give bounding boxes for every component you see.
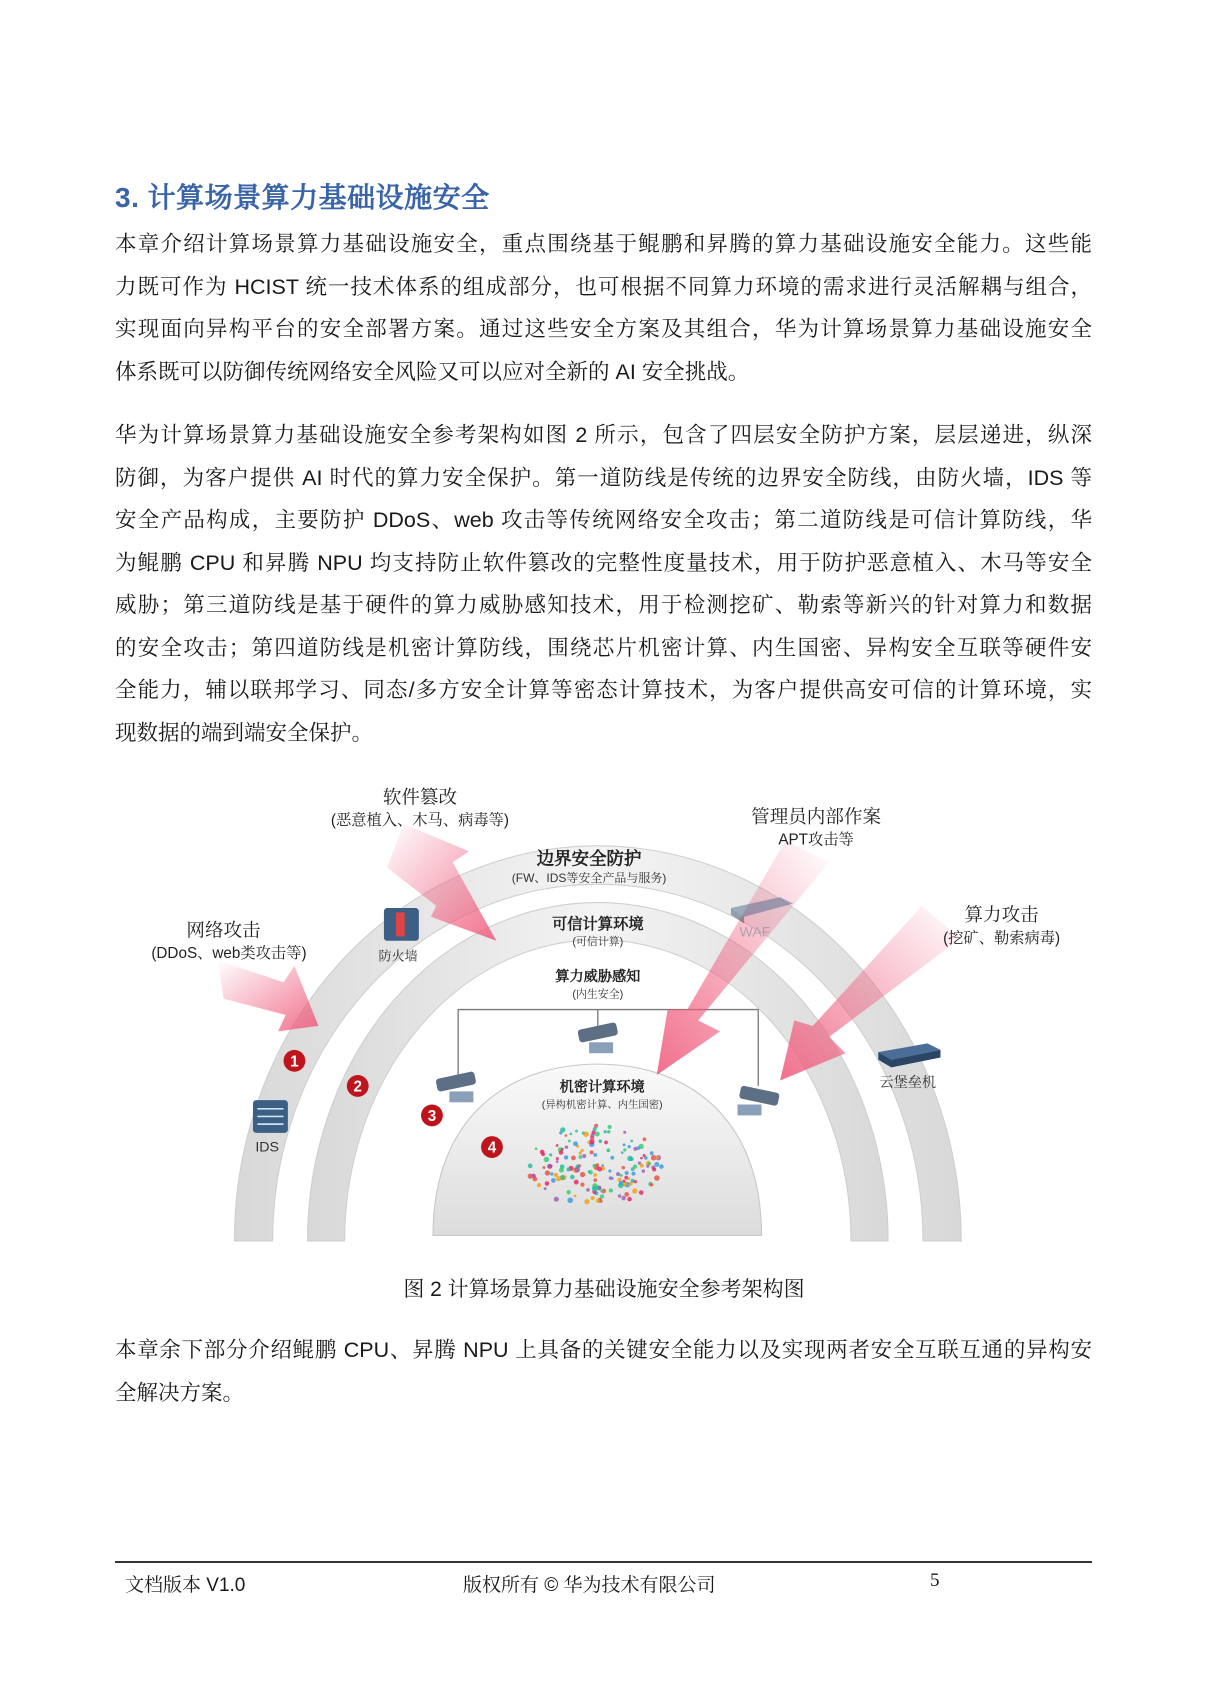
brain-node [604,1130,607,1133]
marker-4 [481,1136,503,1158]
text-line: 体系既可以防御传统网络安全风险又可以应对全新的 AI 安全挑战。 [115,359,750,384]
brain-node [573,1141,578,1146]
brain-node [620,1174,623,1177]
brain-node [586,1188,590,1192]
brain-node [556,1176,561,1181]
text-line: 安全产品构成，主要防护 DDoS、web 攻击等传统网络安全攻击；第二道防线是可信计算防线，华 [115,508,1092,532]
brain-node [537,1183,541,1187]
confidential-layer-sub: (异构机密计算、内生国密) [541,1099,663,1111]
software-attack-title: 软件篡改 [382,786,458,808]
brain-node [597,1167,602,1172]
brain-node [607,1130,610,1133]
brain-node [570,1175,575,1180]
brain-node [609,1176,613,1180]
footer-copyright: 版权所有 © 华为技术有限公司 [463,1575,716,1596]
brain-node [627,1156,632,1161]
brain-node [643,1154,646,1157]
brain-node [632,1188,637,1193]
brain-node [607,1125,611,1129]
trusted-layer-sub: (可信计算) [572,936,624,949]
brain-node [618,1194,622,1198]
brain-node [590,1150,594,1154]
brain-node [593,1178,597,1182]
network-attack-title: 网络攻击 [186,919,261,941]
brain-node [608,1169,611,1172]
brain-node [654,1162,659,1167]
brain-node [654,1175,660,1181]
svg-text:4: 4 [487,1139,497,1157]
intro-paragraph [115,223,1092,393]
brain-node [600,1190,603,1193]
brain-node [545,1170,550,1175]
brain-node [592,1186,597,1191]
border-layer-sub: (FW、IDS等安全产品与服务) [511,870,667,885]
brain-node [580,1183,584,1187]
waf-label: WAF [739,924,771,941]
brain-node [584,1199,589,1204]
brain-node [619,1181,623,1185]
brain-node [621,1151,624,1154]
page-number: 5 [930,1570,940,1591]
text-line: 本章余下部分介绍鲲鹏 CPU、昇腾 NPU 上具备的关键安全能力以及实现两者安全互联互通的异构安 [115,1338,1092,1362]
brain-node [550,1172,553,1175]
brain-node [639,1190,644,1195]
brain-node [631,1172,635,1176]
brain-node [640,1157,643,1160]
brain-node [564,1155,568,1159]
brain-node [640,1164,644,1168]
brain-node [575,1130,578,1133]
text-line: 力既可作为 HCIST 统一技术体系的组成部分，也可根据不同算力环境的需求进行灵活解耦与组合， [115,274,1092,299]
brain-node [565,1145,569,1149]
footer-version: 文档版本 V1.0 [125,1575,246,1596]
brain-node [528,1173,533,1178]
brain-node [633,1164,637,1168]
brain-node [596,1199,601,1204]
brain-node [556,1144,559,1147]
brain-node [624,1192,629,1197]
brain-node [650,1183,653,1186]
brain-node [567,1197,573,1203]
brain-node [623,1131,626,1134]
brain-node [588,1170,591,1173]
brain-node [542,1166,545,1169]
brain-node [568,1140,571,1143]
brain-node [627,1177,630,1180]
brain-node [532,1177,537,1182]
brain-node [556,1157,559,1160]
camera-icon [435,1071,476,1102]
text-line: 全解决方案。 [115,1380,245,1405]
text-line: 现数据的端到端安全保护。 [115,720,374,745]
brain-node [609,1188,613,1192]
confidential-layer-title: 机密计算环境 [559,1079,645,1096]
brain-node [651,1155,656,1160]
brain-node [566,1167,570,1171]
insider-attack-title: 管理员内部作案 [751,805,881,827]
brain-node [560,1127,565,1132]
ids-icon [253,1100,288,1133]
section-title: 3. 计算场景算力基础设施安全 [115,182,490,213]
brain-node [600,1194,604,1198]
brain-node [596,1163,600,1167]
brain-node [659,1164,664,1169]
brain-node [540,1150,545,1155]
brain-node [583,1131,589,1137]
brain-node [623,1180,626,1183]
brain-node [587,1141,590,1144]
brain-node [582,1154,586,1158]
footer-divider [115,1561,1092,1563]
threat-layer-title: 算力威胁感知 [555,969,641,986]
firewall-label: 防火墙 [378,948,418,964]
brain-node [616,1172,620,1176]
brain-node [594,1124,598,1128]
svg-text:3: 3 [427,1107,437,1125]
text-line: 全能力，辅以联邦学习、同态/多方安全计算等密态计算技术，为客户提供高安可信的计算环境，实 [115,678,1092,702]
brain-node [535,1147,538,1150]
brain-node [590,1133,594,1137]
threat-layer-sub: (内生安全) [572,988,624,1001]
brain-node [551,1178,556,1183]
brain-node [574,1194,577,1197]
brain-node [556,1160,559,1163]
brain-node [601,1164,604,1167]
trusted-layer-title: 可信计算环境 [552,915,644,933]
bastion-host-label: 云堡垒机 [879,1075,937,1092]
camera-icon [738,1085,780,1115]
brain-node [652,1167,656,1171]
svg-text:2: 2 [353,1078,362,1096]
brain-node [633,1180,636,1183]
brain-node [570,1133,573,1136]
brain-node [571,1156,576,1161]
brain-node [591,1196,595,1200]
brain-node [642,1169,645,1172]
firewall-icon [384,908,419,941]
brain-node [528,1164,533,1169]
brain-node [554,1197,559,1202]
network-attack-sub: (DDoS、web类攻击等) [151,945,307,963]
brain-node [595,1132,600,1137]
closing-paragraph [115,1329,1092,1414]
figure-caption: 图 2 计算场景算力基础设施安全参考架构图 [403,1278,805,1301]
network-attack-arrow [218,960,318,1031]
text-line: 华为计算场景算力基础设施安全参考架构如图 2 所示，包含了四层安全防护方案，层层递进，纵深 [115,423,1092,447]
brain-node [579,1151,582,1154]
svg-text:1: 1 [290,1053,299,1071]
text-line: 威胁；第三道防线是基于硬件的算力威胁感知技术，用于检测挖矿、勒索等新兴的针对算力和数据 [115,593,1092,617]
brain-node [532,1174,535,1177]
brain-node [559,1150,564,1155]
brain-node [565,1134,568,1137]
brain-node [559,1168,564,1173]
brain-node [630,1140,633,1143]
brain-node [547,1164,551,1168]
marker-1 [284,1050,306,1072]
text-line: 为鲲鹏 CPU 和昇腾 NPU 均支持防止软件篡改的完整性度量技术，用于防护恶意植入、木马等安全 [115,550,1092,575]
brain-node [621,1196,625,1200]
brain-node [544,1157,550,1163]
brain-node [593,1153,597,1157]
brain-node [567,1190,571,1194]
brain-node [623,1148,626,1151]
brain-node [598,1139,602,1143]
brain-node [622,1166,626,1170]
brain-node [610,1156,614,1160]
text-line: 的安全攻击；第四道防线是机密计算防线，围绕芯片机密计算、内生国密、异构安全互联等硬件安 [115,635,1092,660]
brain-node [545,1181,550,1186]
brain-node [549,1153,552,1156]
text-line: 实现面向异构平台的安全部署方案。通过这些安全方案及其组合，华为计算场景算力基础设施安全 [115,317,1092,341]
brain-node [581,1149,584,1152]
marker-3 [421,1104,443,1126]
software-attack-sub: (恶意植入、木马、病毒等) [330,812,509,830]
brain-node [593,1173,597,1177]
brain-node [607,1148,611,1152]
architecture-figure [151,764,1061,1266]
architecture-paragraph [115,414,1092,754]
insider-attack-sub: APT攻击等 [778,831,854,849]
brain-node [650,1151,654,1155]
brain-node [639,1144,644,1149]
ids-label: IDS [255,1139,279,1156]
border-layer-title: 边界安全防护 [536,848,642,869]
brain-node [646,1165,649,1168]
brain-node [623,1143,626,1146]
brain-node [648,1162,651,1165]
brain-node [627,1197,632,1202]
brain-node [578,1155,582,1159]
brain-node [628,1145,631,1148]
brain-node [598,1186,602,1190]
brain-node [580,1172,585,1177]
text-line: 防御，为客户提供 AI 时代的算力安全保护。第一道防线是传统的边界安全防线，由防火墙，IDS 等 [115,465,1092,490]
camera-icon [577,1022,618,1053]
brain-node [625,1171,629,1175]
marker-2 [347,1075,369,1097]
brain-node [656,1156,659,1159]
brain-node [561,1148,564,1151]
brain-node [574,1180,579,1185]
compute-attack-title: 算力攻击 [964,904,1039,926]
brain-node [554,1173,558,1177]
brain-node [544,1187,547,1190]
text-line: 本章介绍计算场景算力基础设施安全，重点围绕基于鲲鹏和昇腾的算力基础设施安全能力。这些能 [115,232,1092,256]
brain-node [643,1137,647,1141]
brain-node [604,1141,608,1145]
brain-node [574,1167,580,1173]
compute-attack-sub: (挖矿、勒索病毒) [943,929,1061,947]
